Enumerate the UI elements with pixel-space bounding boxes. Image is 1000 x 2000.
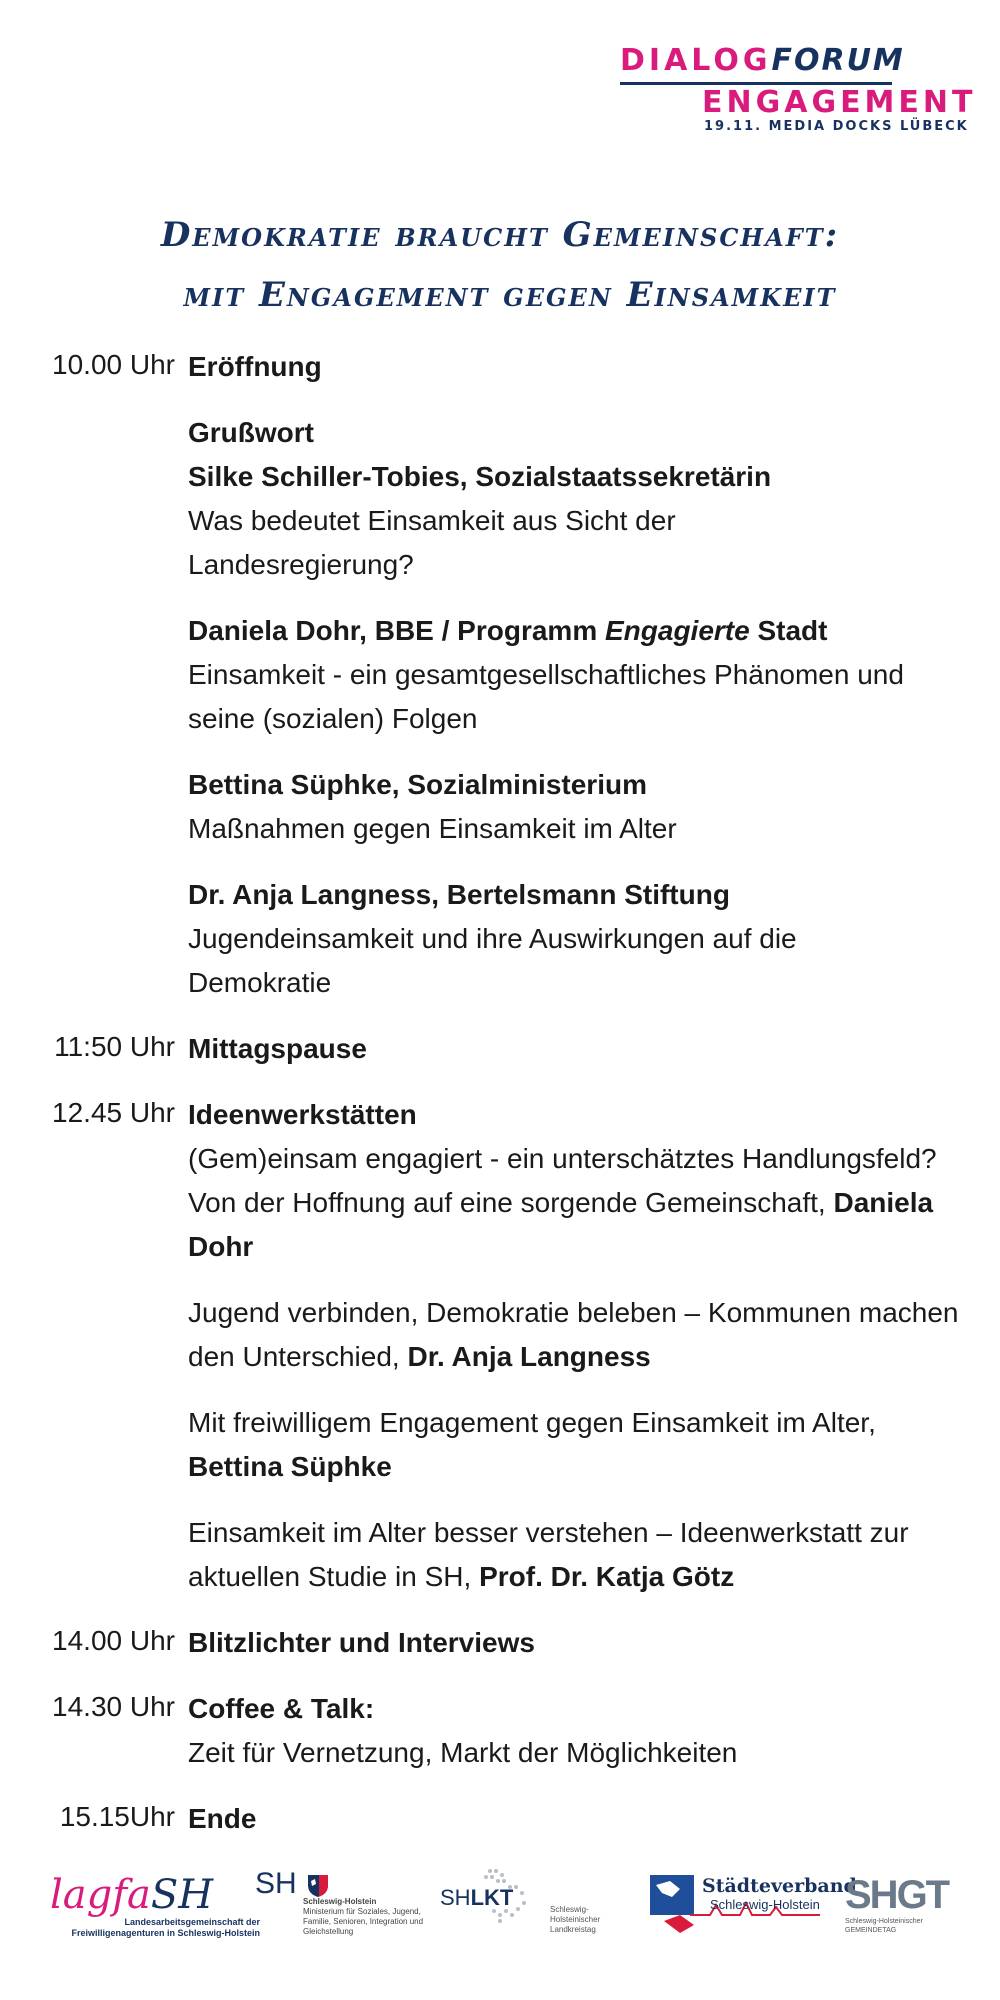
page-title (0, 205, 1000, 325)
speaker-name: Dr. Anja Langness, Bertelsmann Stiftung (188, 879, 730, 910)
agenda-row-lunch (0, 1027, 1000, 1071)
agenda-item-title: Eröffnung (188, 351, 322, 382)
agenda-item-title: Coffee & Talk: (188, 1693, 375, 1724)
talk-description: Was bedeutet Einsamkeit aus Sicht der Landesregierung? (188, 505, 676, 580)
logo-word-forum: FORUM (771, 43, 905, 78)
speaker-name: Bettina Süphke, Sozialministerium (188, 769, 647, 800)
agenda-row-opening (0, 345, 1000, 1005)
agenda-item-title: Mittagspause (188, 1033, 367, 1064)
workshop-speaker: Daniela Dohr (188, 1187, 934, 1262)
agenda-row-workshops (0, 1093, 1000, 1599)
talk-description: Jugendeinsamkeit und ihre Auswirkungen auf die Demokratie (188, 923, 797, 998)
talk-description: Einsamkeit - ein gesamtgesellschaftliches Phänomen und seine (sozialen) Folgen (188, 659, 904, 734)
agenda-time: 15.15Uhr (59, 1801, 175, 1832)
speaker-name: Silke Schiller-Tobies, Sozialstaatssekretärin (188, 461, 772, 492)
lagfa-sh-logo: lagfaSH Landesarbeitsgemeinschaft der Freiwilligenagenturen in Schleswig-Holstein (50, 1872, 260, 1938)
agenda-row-highlights (0, 1621, 1000, 1665)
shlkt-logo: SHLKT Schleswig-Holsteinischer Landkreistag (440, 1885, 630, 1911)
workshop-item: Jugend verbinden, Demokratie beleben – Kommunen machen den Unterschied, Dr. Anja Langness (188, 1297, 959, 1372)
agenda-time: 14.00 Uhr (52, 1625, 175, 1656)
sh-ministry-logo: SH Schleswig-Holstein Ministerium für Soziales, Jugend, Familie, Senioren, Integration und Gleichstellung (255, 1867, 424, 1936)
agenda-time: 11:50 Uhr (54, 1031, 175, 1062)
workshop-item: Mit freiwilligem Engagement gegen Einsamkeit im Alter, Bettina Süphke (188, 1407, 876, 1482)
workshop-item: (Gem)einsam engagiert - ein unterschätztes Handlungsfeld? Von der Hoffnung auf eine sorgende Gemeinschaft, Daniela Dohr (188, 1143, 937, 1262)
agenda-item-title: Blitzlichter und Interviews (188, 1627, 535, 1658)
logo-word-engagement: ENGAGEMENT (702, 85, 977, 120)
agenda (0, 345, 1000, 1841)
workshop-speaker: Dr. Anja Langness (407, 1341, 651, 1372)
logo-top-line (620, 44, 960, 78)
partner-logos (0, 1865, 1000, 1965)
title-line-1: Demokratie braucht Gemeinschaft: (160, 215, 840, 255)
agenda-row-end (0, 1797, 1000, 1841)
agenda-item-title: Ideenwerkstätten (188, 1099, 417, 1130)
agenda-row-coffee (0, 1687, 1000, 1775)
agenda-content (188, 345, 968, 1005)
talk-description: Maßnahmen gegen Einsamkeit im Alter (188, 813, 677, 844)
agenda-talk-dohr (188, 609, 968, 741)
logo-word-dialog: DIALOG (620, 43, 772, 78)
agenda-talk-langness (188, 873, 968, 1005)
logo-event-info: 19.11. MEDIA DOCKS LÜBECK (704, 119, 969, 134)
program-name: Engagierte (605, 615, 750, 646)
agenda-time: 12.45 Uhr (52, 1097, 175, 1128)
workshop-item: Einsamkeit im Alter besser verstehen – Ideenwerkstatt zur aktuellen Studie in SH, Prof. Dr. Katja Götz (188, 1517, 909, 1592)
dialogforum-logo (620, 43, 977, 134)
agenda-talk-grusswort (188, 411, 968, 587)
agenda-item-desc: Zeit für Vernetzung, Markt der Möglichkeiten (188, 1737, 738, 1768)
agenda-item-title: Ende (188, 1803, 257, 1834)
title-line-2: mit Engagement gegen Einsamkeit (183, 275, 837, 315)
speaker-name: Daniela Dohr, BBE / Programm Engagierte Stadt (188, 615, 828, 646)
sh-coat-of-arms-icon (305, 1872, 331, 1898)
agenda-talk-suephke (188, 763, 968, 851)
agenda-time: 14.30 Uhr (52, 1691, 175, 1722)
workshop-speaker: Prof. Dr. Katja Götz (479, 1561, 735, 1592)
shgt-logo: SHGT Schleswig-Holsteinischer GEMEINDETAG (845, 1873, 949, 1934)
agenda-time: 10.00 Uhr (52, 349, 175, 380)
grusswort-label: Grußwort (188, 417, 314, 448)
staedteverband-logo: Städteverband Schleswig-Holstein (650, 1875, 840, 1912)
workshop-speaker: Bettina Süphke (188, 1451, 392, 1482)
